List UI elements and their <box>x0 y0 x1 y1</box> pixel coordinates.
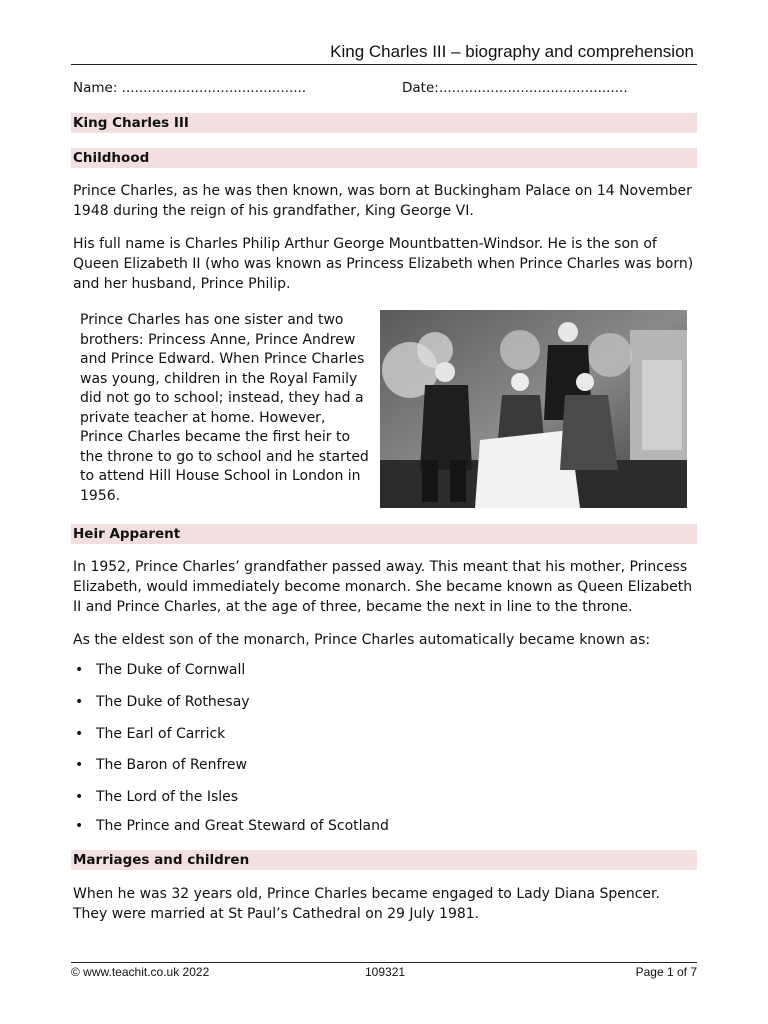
section-heading-text: Childhood <box>73 150 150 166</box>
bullet-icon: • <box>75 694 84 710</box>
document-title: King Charles III – biography and comprehension <box>330 42 694 61</box>
paragraph-titles-intro: As the eldest son of the monarch, Prince Charles automatically became known as: <box>73 632 651 648</box>
section-heading-king-charles <box>71 113 697 133</box>
header-rule <box>71 64 697 65</box>
bullet-icon: • <box>75 818 84 834</box>
bullet-icon: • <box>75 757 84 773</box>
section-heading-text: Heir Apparent <box>73 526 181 542</box>
royal-family-photo <box>380 310 687 508</box>
footer-resource-id: 109321 <box>365 965 406 979</box>
paragraph-siblings: Prince Charles has one sister and two brothers: Princess Anne, Prince Andrew and Prince Edward. When Prince Charles was young, children in the Royal Family did not go to school; instead, they had a private teacher at home. However, Prince Charles became the first heir to the throne to go to school and he started to attend Hill House School in London in 1956. <box>80 312 369 504</box>
paragraph-birth: Prince Charles, as he was then known, was born at Buckingham Palace on 14 November 1948 during the reign of his grandfather, King George VI. <box>73 183 692 219</box>
bullet-icon: • <box>75 726 84 742</box>
bullet-icon: • <box>75 789 84 805</box>
section-heading-text: Marriages and children <box>73 852 250 868</box>
name-field[interactable]: Name: ........................................... <box>73 80 307 96</box>
section-heading-text: King Charles III <box>73 115 189 131</box>
footer-copyright: © www.teachit.co.uk 2022 <box>71 965 210 979</box>
footer-page-number: Page 1 of 7 <box>635 965 697 979</box>
section-heading-marriages <box>71 850 697 870</box>
paragraph-full-name: His full name is Charles Philip Arthur George Mountbatten-Windsor. He is the son of Queen Elizabeth II (who was known as Princess Elizabeth when Prince Charles was born) and her husband, Prince Philip. <box>73 236 694 292</box>
footer-rule <box>71 962 697 963</box>
paragraph-heir: In 1952, Prince Charles’ grandfather passed away. This meant that his mother, Princess Elizabeth, would immediately become monarch. She became known as Queen Elizabeth II and Prince Charles, at the age of three, became the next in line to the throne. <box>73 559 693 615</box>
bullet-icon: • <box>75 662 84 678</box>
date-field[interactable]: Date:............................................ <box>402 80 628 96</box>
section-heading-childhood <box>71 148 697 168</box>
section-heading-heir-apparent <box>71 524 697 544</box>
paragraph-marriage: When he was 32 years old, Prince Charles became engaged to Lady Diana Spencer. They were married at St Paul’s Cathedral on 29 July 1981. <box>73 886 660 922</box>
